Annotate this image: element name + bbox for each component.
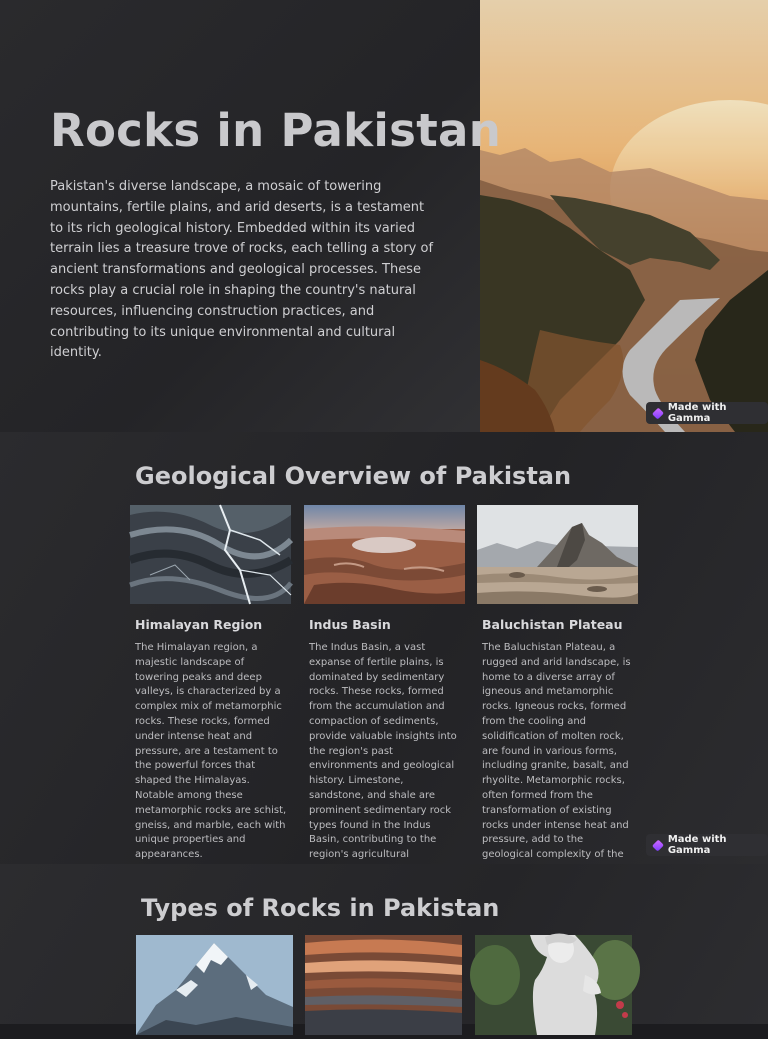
section-title: Geological Overview of Pakistan xyxy=(135,462,572,490)
marble-statue-image xyxy=(475,935,632,1035)
badge-label: Made with Gamma xyxy=(667,402,727,424)
card-baluchistan-plateau xyxy=(477,505,638,878)
snowy-peak-image xyxy=(136,935,293,1035)
card-text: The Baluchistan Plateau, a rugged and arid landscape, is home to a diverse array of igneous and metamorphic rocks. Igneous rocks, formed from the cooling and solidification of molten rock, are found in various forms, including granite, basalt, and rhyolite. Metamorphic rocks, often formed from the transformation of existing rocks under intense heat and pressure, add to the geological complexity of the xyxy=(482,642,631,861)
plateau-mountain-image xyxy=(477,505,638,604)
card-himalayan-region xyxy=(130,505,291,863)
gamma-logo-icon xyxy=(652,839,664,851)
intro-paragraph: Pakistan's diverse landscape, a mosaic of towering mountains, fertile plains, and arid deserts, is a testament to its rich geological history. Embedded within its varied terrain lies a treasure trove of rocks, each telling a story of ancient transformations and geological processes. These rocks play a crucial role in shaping the country's natural resources, influencing construction practices, and contributing to its unique environmental and cultural identity. xyxy=(50,179,434,361)
card-text: The Indus Basin, a vast expanse of fertile plains, is dominated by sedimentary rocks. These rocks, formed from the accumulation and compaction of sediments, provide valuable insights into the region's past environments and geological history. Limestone, sandstone, and shale are prominent sedimentary rock types found in the Indus Basin, contributing to the region's agricultural xyxy=(309,642,457,861)
made-with-gamma-badge[interactable] xyxy=(646,402,768,424)
badge-label: Made with Gamma xyxy=(667,834,727,856)
made-with-gamma-badge[interactable] xyxy=(646,834,768,856)
card-title: Himalayan Region xyxy=(135,617,263,632)
slide-geological-overview xyxy=(0,432,768,864)
basin-aerial-image xyxy=(304,505,465,604)
slide-rocks-in-pakistan xyxy=(0,0,768,432)
gamma-logo-icon xyxy=(652,407,664,419)
schist-rock-image xyxy=(130,505,291,604)
card-text: The Himalayan region, a majestic landscape of towering peaks and deep valleys, is characterized by a complex mix of metamorphic rocks. These rocks, formed under intense heat and pressure, are a testament to the powerful forces that shaped the Himalayas. Notable among these metamorphic rocks are schist, gneiss, and marble, each with unique properties and appearances. xyxy=(135,642,287,861)
card-indus-basin xyxy=(304,505,465,893)
section-title: Types of Rocks in Pakistan xyxy=(141,894,500,922)
card-title: Baluchistan Plateau xyxy=(482,617,623,632)
layered-rock-image xyxy=(305,935,462,1035)
slide-types-of-rocks xyxy=(0,864,768,1024)
page-title: Rocks in Pakistan xyxy=(50,104,502,157)
mountain-valley-image xyxy=(480,0,768,432)
card-title: Indus Basin xyxy=(309,617,391,632)
